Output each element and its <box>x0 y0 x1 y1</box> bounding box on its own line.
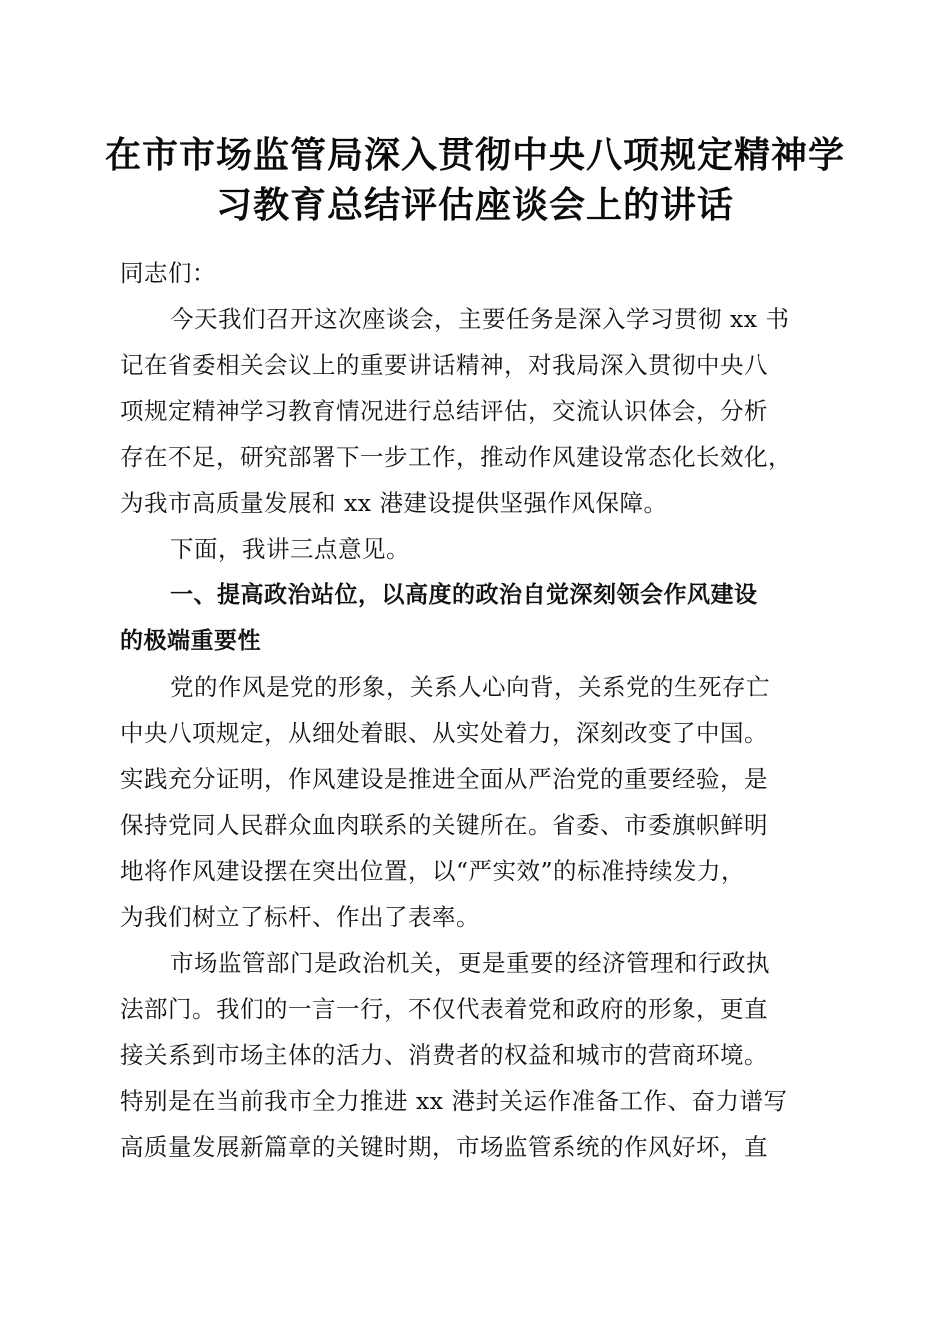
salutation <box>120 250 830 296</box>
paragraph-line: 法部门。我们的一言一行，不仅代表着党和政府的形象，更直 <box>120 995 768 1023</box>
paragraph-line: 今天我们召开这次座谈会，主要任务是深入学习贯彻 xx 书 <box>170 305 790 333</box>
section-heading <box>120 572 830 664</box>
paragraph-line: 项规定精神学习教育情况进行总结评估，交流认识体会，分析 <box>120 397 768 425</box>
paragraph <box>120 526 830 572</box>
paragraph <box>120 664 830 940</box>
paragraph-line: 党的作风是党的形象，关系人心向背，关系党的生死存亡 <box>170 673 770 701</box>
paragraph-line: 为我市高质量发展和 xx 港建设提供坚强作风保障。 <box>120 489 668 517</box>
paragraph <box>120 940 830 1170</box>
paragraph-line: 接关系到市场主体的活力、消费者的权益和城市的营商环境。 <box>120 1041 768 1069</box>
paragraph-line: 高质量发展新篇章的关键时期，市场监管系统的作风好坏，直 <box>120 1133 768 1161</box>
paragraph-line: 特别是在当前我市全力推进 xx 港封关运作准备工作、奋力谱写 <box>120 1087 788 1115</box>
paragraph-line: 记在省委相关会议上的重要讲话精神，对我局深入贯彻中央八 <box>120 351 768 379</box>
paragraph-line: 保持党同人民群众血肉联系的关键所在。省委、市委旗帜鲜明 <box>120 811 768 839</box>
paragraph-line: 地将作风建设摆在突出位置，以“严实效”的标准持续发力， <box>120 857 746 885</box>
title-line: 习教育总结评估座谈会上的讲话 <box>215 184 734 226</box>
salutation-text: 同志们： <box>120 259 216 287</box>
paragraph <box>120 296 830 526</box>
document-body <box>120 250 830 1170</box>
paragraph-line: 市场监管部门是政治机关，更是重要的经济管理和行政执 <box>170 949 770 977</box>
heading-line: 一、提高政治站位，以高度的政治自觉深刻领会作风建设 <box>170 582 758 608</box>
paragraph-line: 存在不足，研究部署下一步工作，推动作风建设常态化长效化， <box>120 443 792 471</box>
paragraph-line: 下面，我讲三点意见。 <box>170 535 410 563</box>
title-line: 在市市场监管局深入贯彻中央八项规定精神学 <box>104 134 845 176</box>
paragraph-line: 中央八项规定，从细处着眼、从实处着力，深刻改变了中国。 <box>120 719 768 747</box>
heading-line: 的极端重要性 <box>120 628 261 654</box>
document-title <box>80 130 870 230</box>
paragraph-line: 实践充分证明，作风建设是推进全面从严治党的重要经验，是 <box>120 765 768 793</box>
paragraph-line: 为我们树立了标杆、作出了表率。 <box>120 903 480 931</box>
